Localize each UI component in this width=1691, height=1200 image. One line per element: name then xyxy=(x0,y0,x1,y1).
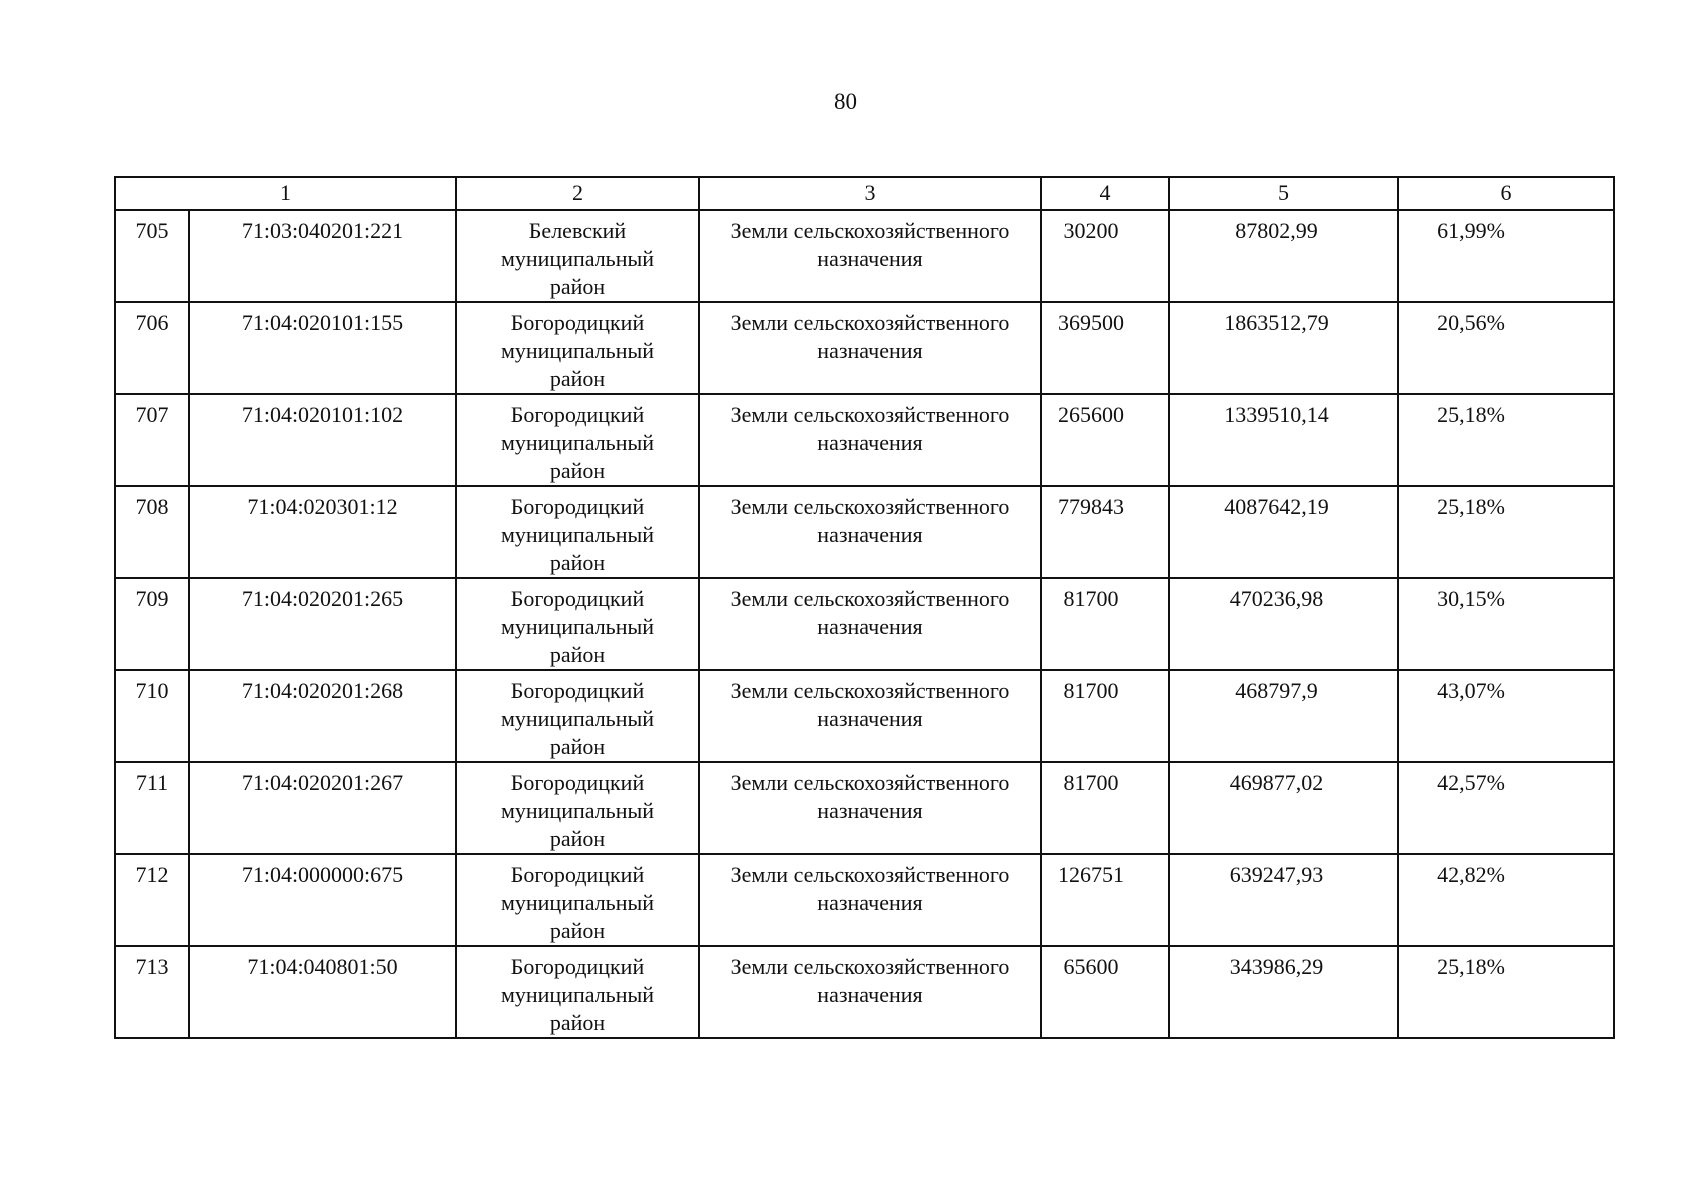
row-number: 710 xyxy=(135,678,169,703)
percent-value-cell xyxy=(1398,486,1614,578)
area-value: 369500 xyxy=(1058,310,1124,335)
cadastral-number-cell xyxy=(189,210,456,302)
cadastral-number-cell xyxy=(189,946,456,1038)
area-value-cell xyxy=(1041,394,1169,486)
area-value: 65600 xyxy=(1063,954,1119,979)
table-row xyxy=(115,854,1614,946)
district-name-cell xyxy=(456,486,699,578)
district-name: Богородицкий муниципальный район xyxy=(500,402,655,483)
column-header: 6 xyxy=(1398,177,1614,210)
district-name: Богородицкий муниципальный район xyxy=(500,494,655,575)
table-row xyxy=(115,302,1614,394)
percent-value: 61,99% xyxy=(1437,218,1505,243)
area-value-cell xyxy=(1041,210,1169,302)
row-number: 712 xyxy=(135,862,169,887)
percent-value: 20,56% xyxy=(1437,310,1505,335)
area-value: 30200 xyxy=(1063,218,1119,243)
row-number: 709 xyxy=(135,586,169,611)
row-number-cell xyxy=(115,394,189,486)
row-number-cell xyxy=(115,670,189,762)
cadastral-value-cell xyxy=(1169,670,1398,762)
column-header: 1 xyxy=(115,177,456,210)
district-name: Белевский муниципальный район xyxy=(500,218,655,299)
cadastral-number-cell xyxy=(189,854,456,946)
row-number: 711 xyxy=(135,770,169,795)
district-name-cell xyxy=(456,946,699,1038)
cadastral-number: 71:04:020201:267 xyxy=(241,770,404,795)
table-row xyxy=(115,394,1614,486)
area-value-cell xyxy=(1041,670,1169,762)
area-value: 81700 xyxy=(1063,678,1119,703)
land-category: Земли сельскохозяйственного назначения xyxy=(730,678,1010,731)
district-name: Богородицкий муниципальный район xyxy=(500,954,655,1035)
cadastral-number-cell xyxy=(189,670,456,762)
cadastral-number-cell xyxy=(189,394,456,486)
column-header: 4 xyxy=(1041,177,1169,210)
table-row xyxy=(115,946,1614,1038)
row-number-cell xyxy=(115,578,189,670)
cadastral-number-cell xyxy=(189,486,456,578)
land-category-cell xyxy=(699,762,1041,854)
cadastral-number-cell xyxy=(189,578,456,670)
district-name-cell xyxy=(456,210,699,302)
page-number: 80 xyxy=(834,89,857,114)
land-category-cell xyxy=(699,946,1041,1038)
cadastral-value: 468797,9 xyxy=(1235,678,1318,703)
row-number-cell xyxy=(115,946,189,1038)
district-name-cell xyxy=(456,302,699,394)
header-row xyxy=(115,177,1614,210)
land-category-cell xyxy=(699,394,1041,486)
area-value-cell xyxy=(1041,302,1169,394)
row-number: 713 xyxy=(135,954,169,979)
cadastral-number: 71:04:020201:268 xyxy=(241,678,404,703)
percent-value: 25,18% xyxy=(1437,954,1505,979)
area-value-cell xyxy=(1041,946,1169,1038)
table-row xyxy=(115,486,1614,578)
percent-value-cell xyxy=(1398,670,1614,762)
table-row xyxy=(115,210,1614,302)
column-header: 3 xyxy=(699,177,1041,210)
column-header: 5 xyxy=(1169,177,1398,210)
land-category: Земли сельскохозяйственного назначения xyxy=(730,862,1010,915)
cadastral-value-cell xyxy=(1169,210,1398,302)
row-number-cell xyxy=(115,762,189,854)
cadastral-value: 4087642,19 xyxy=(1224,494,1329,519)
cadastral-number: 71:04:020301:12 xyxy=(247,494,398,519)
area-value-cell xyxy=(1041,578,1169,670)
district-name: Богородицкий муниципальный район xyxy=(500,862,655,943)
district-name: Богородицкий муниципальный район xyxy=(500,770,655,851)
cadastral-value-cell xyxy=(1169,486,1398,578)
land-category: Земли сельскохозяйственного назначения xyxy=(730,402,1010,455)
row-number-cell xyxy=(115,210,189,302)
cadastral-number-cell xyxy=(189,762,456,854)
land-category-cell xyxy=(699,302,1041,394)
land-category: Земли сельскохозяйственного назначения xyxy=(730,770,1010,823)
district-name: Богородицкий муниципальный район xyxy=(500,678,655,759)
percent-value: 43,07% xyxy=(1437,678,1505,703)
district-name-cell xyxy=(456,394,699,486)
percent-value-cell xyxy=(1398,302,1614,394)
land-category: Земли сельскохозяйственного назначения xyxy=(730,494,1010,547)
cadastral-value-cell xyxy=(1169,854,1398,946)
area-value: 81700 xyxy=(1063,586,1119,611)
cadastral-value-cell xyxy=(1169,394,1398,486)
district-name: Богородицкий муниципальный район xyxy=(500,310,655,391)
district-name-cell xyxy=(456,578,699,670)
cadastral-number: 71:04:040801:50 xyxy=(247,954,398,979)
percent-value-cell xyxy=(1398,762,1614,854)
land-category-cell xyxy=(699,578,1041,670)
area-value: 81700 xyxy=(1063,770,1119,795)
cadastral-number: 71:04:020201:265 xyxy=(241,586,404,611)
cadastral-number: 71:04:020101:155 xyxy=(241,310,404,335)
table-body xyxy=(115,210,1614,1038)
column-header: 2 xyxy=(456,177,699,210)
district-name-cell xyxy=(456,762,699,854)
area-value-cell xyxy=(1041,854,1169,946)
cadastral-value: 1863512,79 xyxy=(1224,310,1329,335)
district-name-cell xyxy=(456,854,699,946)
table-row xyxy=(115,762,1614,854)
land-category: Земли сельскохозяйственного назначения xyxy=(730,586,1010,639)
percent-value: 30,15% xyxy=(1437,586,1505,611)
row-number: 706 xyxy=(135,310,169,335)
cadastral-number: 71:04:000000:675 xyxy=(241,862,404,887)
district-name-cell xyxy=(456,670,699,762)
table-row xyxy=(115,578,1614,670)
cadastral-value-cell xyxy=(1169,578,1398,670)
row-number: 705 xyxy=(135,218,169,243)
percent-value-cell xyxy=(1398,946,1614,1038)
percent-value-cell xyxy=(1398,394,1614,486)
cadastral-value-cell xyxy=(1169,302,1398,394)
land-category: Земли сельскохозяйственного назначения xyxy=(730,310,1010,363)
percent-value: 25,18% xyxy=(1437,402,1505,427)
land-category: Земли сельскохозяйственного назначения xyxy=(730,954,1010,1007)
percent-value-cell xyxy=(1398,854,1614,946)
row-number-cell xyxy=(115,854,189,946)
cadastral-value: 343986,29 xyxy=(1229,954,1324,979)
area-value-cell xyxy=(1041,486,1169,578)
cadastral-number: 71:03:040201:221 xyxy=(241,218,404,243)
land-category-cell xyxy=(699,854,1041,946)
cadastral-value: 470236,98 xyxy=(1229,586,1324,611)
area-value: 779843 xyxy=(1058,494,1124,519)
land-category-cell xyxy=(699,210,1041,302)
area-value: 265600 xyxy=(1058,402,1124,427)
district-name: Богородицкий муниципальный район xyxy=(500,586,655,667)
row-number: 708 xyxy=(135,494,169,519)
cadastral-number-cell xyxy=(189,302,456,394)
row-number-cell xyxy=(115,486,189,578)
cadastral-number: 71:04:020101:102 xyxy=(241,402,404,427)
row-number-cell xyxy=(115,302,189,394)
cadastral-value: 87802,99 xyxy=(1235,218,1318,243)
land-category-cell xyxy=(699,670,1041,762)
percent-value: 25,18% xyxy=(1437,494,1505,519)
percent-value-cell xyxy=(1398,210,1614,302)
percent-value: 42,57% xyxy=(1437,770,1505,795)
table-row xyxy=(115,670,1614,762)
cadastral-value-cell xyxy=(1169,762,1398,854)
cadastral-value: 469877,02 xyxy=(1229,770,1324,795)
land-category: Земли сельскохозяйственного назначения xyxy=(730,218,1010,271)
cadastral-value: 1339510,14 xyxy=(1224,402,1329,427)
area-value: 126751 xyxy=(1058,862,1124,887)
percent-value: 42,82% xyxy=(1437,862,1505,887)
cadastral-value-cell xyxy=(1169,946,1398,1038)
row-number: 707 xyxy=(135,402,169,427)
land-plots-table xyxy=(114,176,1615,1039)
area-value-cell xyxy=(1041,762,1169,854)
percent-value-cell xyxy=(1398,578,1614,670)
land-category-cell xyxy=(699,486,1041,578)
cadastral-value: 639247,93 xyxy=(1229,862,1324,887)
